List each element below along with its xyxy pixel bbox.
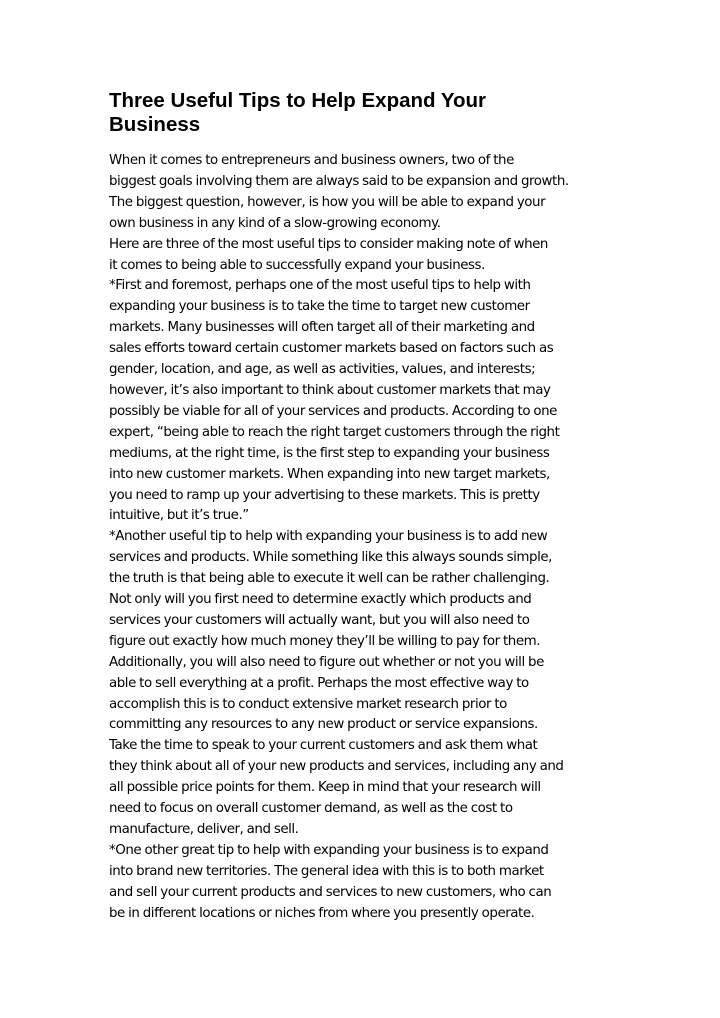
tip-two-paragraph: *Another useful tip to help with expanding your business is to add new services and products. While something like this always sounds simple, the truth is that being able to execute it well can be rather challenging. Not only will you first need to determine exactly which products and services your customers will actually want, but you will also need to figure out exactly how much money they’ll be willing to pay for them. Additionally, you will also need to figure out whether or not you will be able to sell everything at a profit. Perhaps the most effective way to accomplish this is to conduct extensive market research prior to committing any resources to any new product or service expansions. Take the time to speak to your current customers and ask them what they think about all of your new products and services, including any and all possible price points for them. Keep in mind that your research will need to focus on overall customer demand, as well as the cost to manufacture, deliver, and sell. [109,529,564,837]
intro-paragraph: When it comes to entrepreneurs and business owners, two of the biggest goals involving them are always said to be expansion and growth. The biggest question, however, is how you will be able to expand your own business in any kind of a slow-growing economy. [109,153,569,231]
page-title: Three Useful Tips to Help Expand Your Business [109,89,487,136]
article-body [109,151,669,925]
tip-three-paragraph: *One other great tip to help with expanding your business is to expand into brand new territories. The general idea with this is to both market and sell your current products and services to new customers, who can be in different locations or niches from where you presently operate. [109,842,552,921]
tips-lead-paragraph: Here are three of the most useful tips to consider making note of when it comes to being able to successfully expand your business. [109,236,548,273]
tip-one-paragraph: *First and foremost, perhaps one of the most useful tips to help with expanding your business is to take the time to target new customer markets. Many businesses will often target all of their marketing and sales efforts toward certain customer markets based on factors such as gender, location, and age, as well as activities, values, and interests; however, it’s also important to think about customer markets that may possibly be viable for all of your services and products. According to one expert, “being able to reach the right target customers through the right mediums, at the right time, is the first step to expanding your business into new customer markets. When expanding into new target markets, you need to ramp up your advertising to these markets. This is pretty intuitive, but it’s true.” [109,278,560,524]
